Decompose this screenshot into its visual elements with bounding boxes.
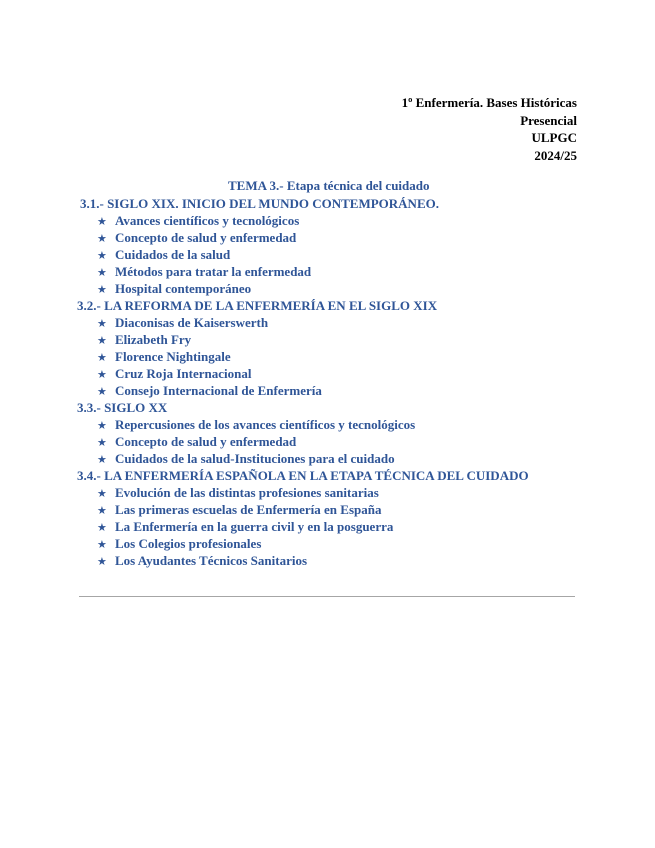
list-item-label: Concepto de salud y enfermedad — [115, 434, 297, 449]
list-item — [0, 263, 655, 280]
list-item — [0, 348, 655, 365]
document-header — [402, 94, 577, 164]
horizontal-divider — [79, 596, 575, 597]
list-item-label: Florence Nightingale — [115, 349, 231, 364]
academic-year: 2024/25 — [534, 147, 577, 163]
list-item-label: Concepto de salud y enfermedad — [115, 230, 297, 245]
list-item-label: Elizabeth Fry — [115, 332, 192, 347]
star-icon: ★ — [97, 351, 107, 364]
list-item-label: Consejo Internacional de Enfermería — [115, 383, 322, 398]
list-item-label: Los Colegios profesionales — [115, 536, 262, 551]
list-item — [0, 365, 655, 382]
star-icon: ★ — [97, 538, 107, 551]
star-icon: ★ — [97, 368, 107, 381]
list-item-label: Diaconisas de Kaiserswerth — [115, 315, 269, 330]
star-icon: ★ — [97, 385, 107, 398]
list-item — [0, 246, 655, 263]
star-icon: ★ — [97, 334, 107, 347]
star-icon: ★ — [97, 521, 107, 534]
list-item-label: La Enfermería en la guerra civil y en la posguerra — [115, 519, 394, 534]
course-name: 1º Enfermería. Bases Históricas — [401, 95, 577, 110]
list-item-label: Avances científicos y tecnológicos — [115, 213, 300, 228]
star-icon: ★ — [97, 232, 107, 245]
section-heading: 3.4.- LA ENFERMERÍA ESPAÑOLA EN LA ETAPA TÉCNICA DEL CUIDADO — [77, 468, 529, 483]
list-item — [0, 501, 655, 518]
star-icon: ★ — [97, 266, 107, 279]
star-icon: ★ — [97, 504, 107, 517]
section-heading: 3.3.- SIGLO XX — [77, 400, 168, 415]
list-item-label: Cuidados de la salud — [115, 247, 231, 262]
list-item — [0, 331, 655, 348]
list-item — [0, 518, 655, 535]
list-item — [0, 416, 655, 433]
list-item — [0, 433, 655, 450]
list-item — [0, 314, 655, 331]
list-item-label: Cruz Roja Internacional — [115, 366, 252, 381]
list-item — [0, 280, 655, 297]
star-icon: ★ — [97, 317, 107, 330]
star-icon: ★ — [97, 555, 107, 568]
list-item — [0, 229, 655, 246]
list-item-label: Hospital contemporáneo — [115, 281, 252, 296]
star-icon: ★ — [97, 419, 107, 432]
list-item-label: Repercusiones de los avances científicos y tecnológicos — [115, 417, 416, 432]
star-icon: ★ — [97, 487, 107, 500]
list-item-label: Métodos para tratar la enfermedad — [115, 264, 312, 279]
list-item-label: Los Ayudantes Técnicos Sanitarios — [115, 553, 308, 568]
university-name: ULPGC — [531, 130, 577, 145]
section-heading: 3.1.- SIGLO XIX. INICIO DEL MUNDO CONTEMPORÁNEO. — [80, 196, 439, 211]
list-item — [0, 484, 655, 501]
list-item — [0, 450, 655, 467]
star-icon: ★ — [97, 436, 107, 449]
section-heading: 3.2.- LA REFORMA DE LA ENFERMERÍA EN EL SIGLO XIX — [77, 298, 438, 313]
list-item-label: Las primeras escuelas de Enfermería en España — [115, 502, 382, 517]
list-item — [0, 535, 655, 552]
star-icon: ★ — [97, 453, 107, 466]
toc-sections — [0, 195, 655, 569]
list-item — [0, 552, 655, 569]
star-icon: ★ — [97, 283, 107, 296]
list-item-label: Evolución de las distintas profesiones sanitarias — [115, 485, 379, 500]
topic-title: TEMA 3.- Etapa técnica del cuidado — [228, 178, 430, 193]
star-icon: ★ — [97, 215, 107, 228]
course-modality: Presencial — [520, 112, 577, 128]
list-item — [0, 212, 655, 229]
star-icon: ★ — [97, 249, 107, 262]
list-item — [0, 382, 655, 399]
list-item-label: Cuidados de la salud-Instituciones para el cuidado — [115, 451, 395, 466]
